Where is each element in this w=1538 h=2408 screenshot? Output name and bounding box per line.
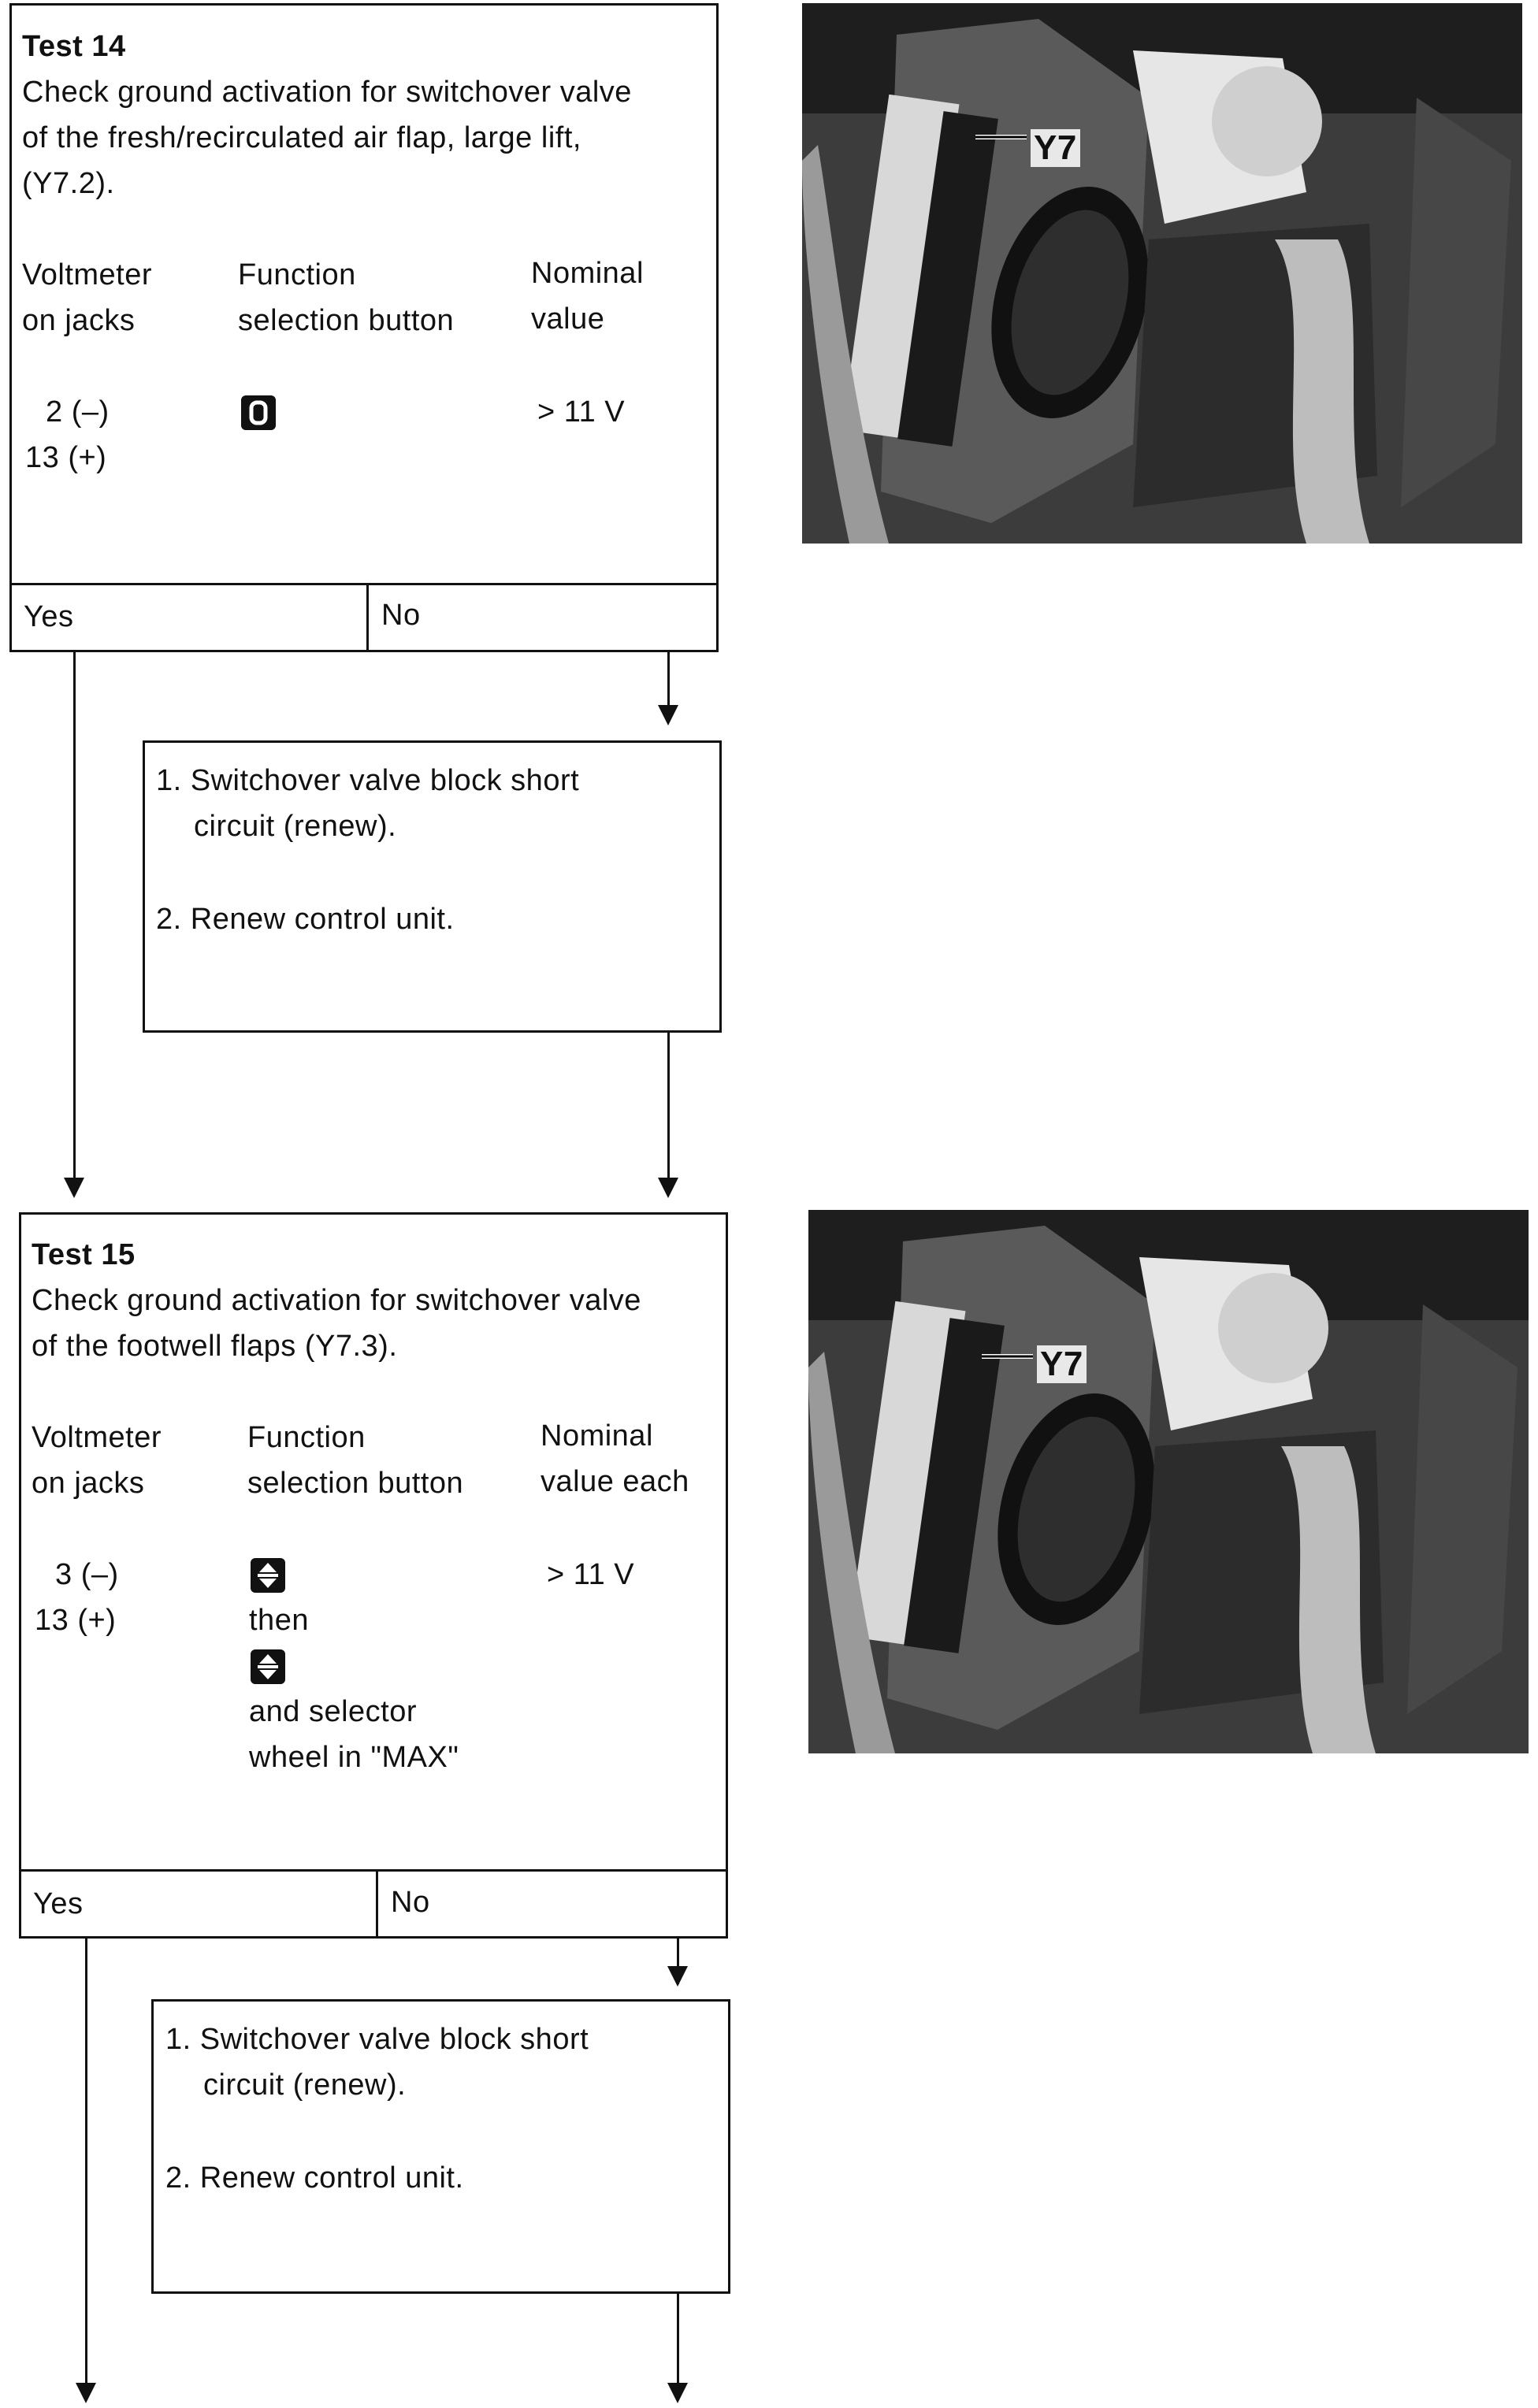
test14-remedy-item2: 2. Renew control unit. bbox=[156, 903, 455, 936]
test15-col1-header-2: on jacks bbox=[32, 1467, 145, 1500]
test14-title: Test 14 bbox=[22, 30, 126, 63]
test15-col1-header-1: Voltmeter bbox=[32, 1421, 162, 1454]
test14-nominal: > 11 V bbox=[537, 395, 626, 429]
test14-remedy-connector bbox=[667, 1031, 670, 1186]
test15-col2-header-1: Function bbox=[247, 1421, 366, 1454]
test14-col3-header-1: Nominal bbox=[531, 257, 644, 290]
test15-remedy-connector bbox=[677, 2292, 679, 2389]
photo-label-y7-top: Y7 bbox=[1031, 129, 1080, 167]
recirculation-button-icon bbox=[241, 395, 276, 430]
test15-yes-arrow bbox=[76, 2383, 96, 2403]
test14-col2-header-1: Function bbox=[238, 258, 356, 291]
test15-desc-line1: Check ground activation for switchover valve bbox=[32, 1284, 641, 1317]
test15-col2-header-2: selection button bbox=[247, 1467, 464, 1500]
test15-yes-connector bbox=[85, 1937, 87, 2389]
air-distribution-button-icon-second bbox=[251, 1649, 285, 1684]
test14-no-arrow bbox=[658, 705, 678, 725]
test15-nominal: > 11 V bbox=[547, 1558, 635, 1591]
test15-desc-line2: of the footwell flaps (Y7.3). bbox=[32, 1330, 398, 1363]
test14-remedy-arrow bbox=[658, 1178, 678, 1198]
test15-jack-1: 3 (–) bbox=[55, 1558, 119, 1591]
test15-then: then bbox=[249, 1604, 309, 1637]
test15-no-arrow bbox=[667, 1966, 688, 1987]
test15-col3-header-2: value each bbox=[541, 1465, 689, 1498]
test14-yes-connector bbox=[73, 651, 76, 1186]
test15-jack-2: 13 (+) bbox=[35, 1604, 117, 1637]
test14-desc-line3: (Y7.2). bbox=[22, 167, 115, 200]
test14-yes-arrow bbox=[64, 1178, 84, 1198]
photo-label-y7-bottom: Y7 bbox=[1037, 1345, 1087, 1383]
test15-remedy-item1-line1: 1. Switchover valve block short bbox=[165, 2023, 589, 2056]
test15-no-label: No bbox=[391, 1886, 430, 1919]
test14-yes-label: Yes bbox=[24, 600, 74, 633]
air-distribution-button-icon bbox=[251, 1558, 285, 1593]
test15-selector-line1: and selector bbox=[249, 1695, 418, 1728]
test14-no-label: No bbox=[381, 599, 421, 632]
engine-bay-photo-y7-top bbox=[802, 3, 1522, 544]
test15-yes-label: Yes bbox=[33, 1887, 84, 1920]
test14-col1-header-1: Voltmeter bbox=[22, 258, 153, 291]
test15-col3-header-1: Nominal bbox=[541, 1419, 653, 1453]
test14-col1-header-2: on jacks bbox=[22, 304, 136, 337]
engine-bay-photo-y7-bottom bbox=[808, 1210, 1529, 1753]
test14-desc-line2: of the fresh/recirculated air flap, large lift, bbox=[22, 121, 581, 154]
test14-remedy-item1-line1: 1. Switchover valve block short bbox=[156, 764, 580, 797]
test14-desc-line1: Check ground activation for switchover valve bbox=[22, 76, 632, 109]
test15-remedy-item1-line2: circuit (renew). bbox=[203, 2069, 407, 2102]
test14-remedy-item1-line2: circuit (renew). bbox=[194, 810, 397, 843]
test15-remedy-arrow bbox=[667, 2383, 688, 2403]
test14-jack-1: 2 (–) bbox=[46, 395, 110, 429]
test14-col3-header-2: value bbox=[531, 302, 605, 336]
test14-jack-2: 13 (+) bbox=[25, 441, 107, 474]
test15-remedy-item2: 2. Renew control unit. bbox=[165, 2161, 464, 2195]
test15-selector-line2: wheel in "MAX" bbox=[249, 1741, 459, 1774]
test15-title: Test 15 bbox=[32, 1238, 136, 1271]
test14-col2-header-2: selection button bbox=[238, 304, 455, 337]
